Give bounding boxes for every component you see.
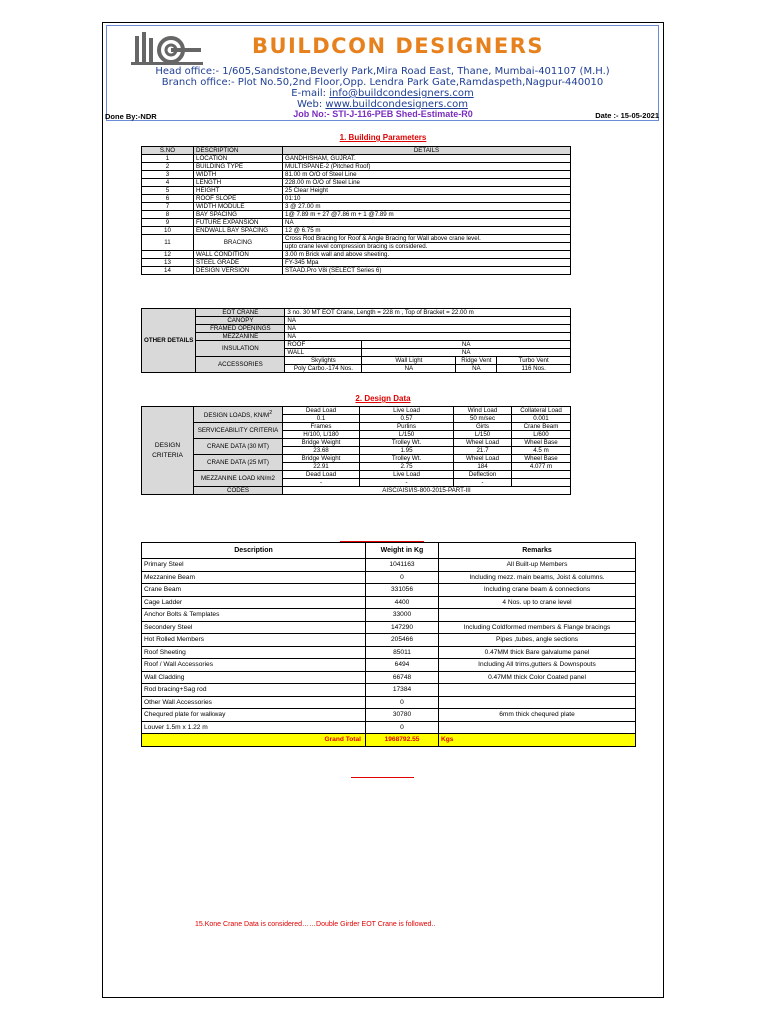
table-row [142, 407, 571, 415]
email-label: E-mail: [291, 88, 327, 99]
cell: 9 [142, 219, 194, 227]
cell: Wall Cladding [142, 671, 366, 684]
cell: 13 [142, 259, 194, 267]
cell: HEIGHT [194, 187, 283, 195]
cell: 17384 [366, 684, 439, 697]
web-link[interactable]: www.buildcondesigners.com [325, 99, 468, 110]
cell: 01:10 [283, 195, 571, 203]
section-design-data: 2. Design Data [355, 394, 411, 403]
cell [512, 471, 571, 479]
cell: 0 [366, 571, 439, 584]
cell: Cross Rod Bracing for Roof & Angle Bracing for Wall above crane level. [283, 235, 571, 243]
cell: Girts [454, 423, 512, 431]
cell: FY-345 Mpa [283, 259, 571, 267]
cell: INSULATION [196, 341, 285, 357]
table-row [142, 584, 636, 597]
cell: 50 m/sec [454, 415, 512, 423]
letterhead [106, 25, 659, 121]
table-row [142, 646, 636, 659]
table-row [142, 609, 636, 622]
table-row [142, 559, 636, 572]
cell: EOT CRANE [196, 309, 285, 317]
cell: Mezzanine Beam [142, 571, 366, 584]
table-row [142, 487, 571, 495]
email-line [107, 88, 658, 99]
other-details-label: OTHER DETAILS [142, 309, 196, 373]
cell: Anchor Bolts & Templates [142, 609, 366, 622]
cell: Crane Beam [142, 584, 366, 597]
cell: NA [362, 349, 571, 357]
cell: Wheel Base [512, 439, 571, 447]
cell: 8 [142, 211, 194, 219]
table-row [142, 211, 571, 219]
table-row [142, 721, 636, 734]
cell: Trolley Wt. [360, 439, 454, 447]
table-row [142, 227, 571, 235]
grand-total-value: 1968792.55 [366, 734, 439, 747]
cell: Pipes ,tubes, angle sections [439, 634, 636, 647]
cell: 66748 [366, 671, 439, 684]
design-label-2: CRITERIA [152, 451, 183, 459]
table-row [142, 341, 571, 349]
cell: Wind Load [454, 407, 512, 415]
cell: WIDTH [194, 171, 283, 179]
table-row [142, 251, 571, 259]
cell: L/150 [360, 431, 454, 439]
cell: AISC/AISI/IS-800-2015-PART-III [283, 487, 571, 495]
cell: 23.68 [283, 447, 360, 455]
cell: 116 Nos. [497, 365, 571, 373]
table-row [142, 195, 571, 203]
table-row [142, 571, 636, 584]
cell: LOCATION [194, 155, 283, 163]
cell: STAAD.Pro V8i (SELECT Series 6) [283, 267, 571, 275]
cell: 14 [142, 267, 194, 275]
cell: 25 Clear Height [283, 187, 571, 195]
cell: 6mm thick chequred plate [439, 709, 636, 722]
cell: Dead Load [283, 407, 360, 415]
cell: BAY SPACING [194, 211, 283, 219]
cell: Frames [283, 423, 360, 431]
table-row [142, 634, 636, 647]
cell: Hot Rolled Members [142, 634, 366, 647]
cell: Including Coldformed members & Flange bracings [439, 621, 636, 634]
cell: MEZZANINE LOAD kN/m2 [194, 471, 283, 487]
cell: BRACING [194, 235, 283, 251]
cell: - [283, 479, 360, 487]
cell: NA [362, 341, 571, 349]
cell: ENDWALL BAY SPACING [194, 227, 283, 235]
cell: 81.00 m O/O of Steel Line [283, 171, 571, 179]
cell: 4.5 m [512, 447, 571, 455]
grand-total-unit: Kgs [439, 734, 636, 747]
cell: 33000 [366, 609, 439, 622]
cell: Deflection [454, 471, 512, 479]
table-row [142, 621, 636, 634]
table-row [142, 317, 571, 325]
table-row [142, 259, 571, 267]
cell: 3 no. 30 MT EOT Crane, Length = 228 m , Top of Bracket = 22.00 m [285, 309, 571, 317]
table-row [142, 671, 636, 684]
cell: Cage Ladder [142, 596, 366, 609]
cell: 1@ 7.89 m + 27 @7.86 m + 1 @7.89 m [283, 211, 571, 219]
cell: MEZZANINE [196, 333, 285, 341]
table-row [142, 219, 571, 227]
cell: 6 [142, 195, 194, 203]
design-loads-text: DESIGN LOADS, KN/M [203, 412, 270, 420]
cell: upto crane level compression bracing is considered. [283, 243, 571, 251]
cell: 3.00 m Brick wall and above sheeting. [283, 251, 571, 259]
grand-total-label: Grand Total [142, 734, 366, 747]
cell: STEEL GRADE [194, 259, 283, 267]
cell: 22.91 [283, 463, 360, 471]
cell: Live Load [360, 407, 454, 415]
table-row [142, 333, 571, 341]
document-page [102, 22, 664, 998]
cell: Collateral Load [512, 407, 571, 415]
cell: 205466 [366, 634, 439, 647]
header-weight: Weight in Kg [366, 543, 439, 559]
cell: Dead Load [283, 471, 360, 479]
design-loads-label [194, 407, 283, 423]
cell: - [360, 479, 454, 487]
branch-office: Branch office:- Plot No.50,2nd Floor,Opp. Lendra Park Gate,Ramdaspeth,Nagpur-440010 [161, 77, 604, 88]
cell: 1041163 [366, 559, 439, 572]
cell: CRANE DATA (30 MT) [194, 439, 283, 455]
cell [439, 684, 636, 697]
table-row [142, 455, 571, 463]
cell: 1 [142, 155, 194, 163]
header-description: Description [142, 543, 366, 559]
cell: NA [285, 333, 571, 341]
table-row [142, 596, 636, 609]
table-row [142, 439, 571, 447]
cell: WALL CONDITION [194, 251, 283, 259]
done-by: Done By:-NDR [105, 112, 157, 121]
cell: Chequred plate for walkway [142, 709, 366, 722]
cell: L/150 [454, 431, 512, 439]
cell: Including mezz. main beams, Joist & columns. [439, 571, 636, 584]
cell: Roof / Wall Accessories [142, 659, 366, 672]
cell: 1.95 [360, 447, 454, 455]
cell [439, 696, 636, 709]
weight-table [141, 542, 636, 747]
cell: CRANE DATA (25 MT) [194, 455, 283, 471]
cell: - [454, 479, 512, 487]
cell: NA [456, 365, 497, 373]
cell: Live Load [360, 471, 454, 479]
cell: 0.001 [512, 415, 571, 423]
building-parameters-table [141, 146, 571, 275]
cell: 11 [142, 235, 194, 251]
cell: 30780 [366, 709, 439, 722]
table-row [142, 709, 636, 722]
table-row [142, 179, 571, 187]
table-row [142, 659, 636, 672]
cell: Primary Steel [142, 559, 366, 572]
cell: 4400 [366, 596, 439, 609]
table-header-row [142, 147, 571, 155]
cell: CODES [194, 487, 283, 495]
table-row [142, 187, 571, 195]
email-link[interactable]: info@buildcondesigners.com [329, 88, 474, 99]
cell [512, 479, 571, 487]
cell: CANOPY [196, 317, 285, 325]
cell: NA [285, 325, 571, 333]
cell: 2.75 [360, 463, 454, 471]
crane-note: 15.Kone Crane Data is considered……Double Girder EOT Crane is followed.. [195, 921, 436, 928]
cell: Purlins [360, 423, 454, 431]
cell: Poly Carbo.-174 Nos. [285, 365, 362, 373]
table-row [142, 155, 571, 163]
cell: BUILDING TYPE [194, 163, 283, 171]
job-number: Job No:- STI-J-116-PEB Shed-Estimate-R0 [293, 109, 473, 119]
cell: NA [362, 365, 456, 373]
cell: 4 [142, 179, 194, 187]
table-row [142, 203, 571, 211]
table-row [142, 471, 571, 479]
company-logo [127, 30, 207, 66]
cell: 6494 [366, 659, 439, 672]
cell: Wheel Load [454, 439, 512, 447]
table-row [142, 696, 636, 709]
cell: ROOF [285, 341, 362, 349]
cell: 331056 [366, 584, 439, 597]
cell: 12 [142, 251, 194, 259]
cell: Crane Beam [512, 423, 571, 431]
cell: NA [283, 219, 571, 227]
cell [439, 721, 636, 734]
cell: 4 Nos. up to crane level [439, 596, 636, 609]
cell: DESIGN VERSION [194, 267, 283, 275]
cell: FUTURE EXPANSION [194, 219, 283, 227]
cell: 7 [142, 203, 194, 211]
cell: 2 [142, 163, 194, 171]
cell: ACCESSORIES [196, 357, 285, 373]
cell: 0 [366, 696, 439, 709]
cell: H/100, L/180 [283, 431, 360, 439]
cell: Wheel Base [512, 455, 571, 463]
table-row [142, 235, 571, 243]
cell [439, 609, 636, 622]
table-row [142, 309, 571, 317]
cell: L/600 [512, 431, 571, 439]
cell: Trolley Wt. [360, 455, 454, 463]
table-row [142, 267, 571, 275]
table-row [142, 423, 571, 431]
cell: Ridge Vent [456, 357, 497, 365]
cell: MULTISPANE-2 (Pitched Roof) [283, 163, 571, 171]
design-loads-sup: 2 [269, 409, 273, 416]
cell: 0.47MM thick Bare galvalume panel [439, 646, 636, 659]
cell: Skylights [285, 357, 362, 365]
cell: 0.57 [360, 415, 454, 423]
cell: Louver 1.5m x 1.22 m [142, 721, 366, 734]
web-label: Web: [297, 99, 323, 110]
cell: ROOF SLOPE [194, 195, 283, 203]
cell: Wall Light [362, 357, 456, 365]
cell: 228.00 m O/O of Steel Line [283, 179, 571, 187]
cell: Secondery Steel [142, 621, 366, 634]
cell: 3 @ 27.00 m [283, 203, 571, 211]
cell: All Built-up Members [439, 559, 636, 572]
cell: 184 [454, 463, 512, 471]
cell: 5 [142, 187, 194, 195]
other-details-table [141, 308, 571, 373]
cell: 12 @ 6.75 m [283, 227, 571, 235]
cell: Rod bracing+Sag rod [142, 684, 366, 697]
cell: WIDTH MODULE [194, 203, 283, 211]
cell: 0.1 [283, 415, 360, 423]
section-building-parameters: 1. Building Parameters [339, 133, 427, 142]
table-row [142, 357, 571, 365]
cell: 0.47MM thick Color Coated panel [439, 671, 636, 684]
cell: NA [285, 317, 571, 325]
date: Date :- 15-05-2021 [595, 111, 659, 120]
head-office: Head office:- 1/605,Sandstone,Beverly Park,Mira Road East, Thane, Mumbai-401107 (M.H.) [155, 66, 610, 77]
table-row [142, 325, 571, 333]
cell: Including All trims,gutters & Downspouts [439, 659, 636, 672]
cell: Roof Sheeting [142, 646, 366, 659]
cell: 147290 [366, 621, 439, 634]
design-label-1: DESIGN [154, 441, 181, 449]
company-name: BUILDCON DESIGNERS [252, 34, 545, 58]
table-row [142, 171, 571, 179]
grand-total-row [142, 734, 636, 747]
cell: 10 [142, 227, 194, 235]
cell: Including crane beam & connections [439, 584, 636, 597]
cell: Wheel Load [454, 455, 512, 463]
table-row [142, 163, 571, 171]
cell: WALL [285, 349, 362, 357]
cell: 21.7 [454, 447, 512, 455]
cell: Other Wall Accessories [142, 696, 366, 709]
cell: FRAMED OPENINGS [196, 325, 285, 333]
cell: 0 [366, 721, 439, 734]
cell: 4.077 m [512, 463, 571, 471]
header-sno: S.NO [142, 147, 194, 155]
cell: Bridge Weight [283, 455, 360, 463]
design-criteria-label [142, 407, 194, 495]
red-underline [351, 777, 414, 778]
design-data-table [141, 406, 571, 495]
table-header-row [142, 543, 636, 559]
cell: Bridge Weight [283, 439, 360, 447]
header-description: DESCRIPTION [194, 147, 283, 155]
cell: LENGTH [194, 179, 283, 187]
cell: Turbo Vent [497, 357, 571, 365]
cell: SERVICEABILITY CRITERIA [194, 423, 283, 439]
cell: GANDHISHAM, GUJRAT. [283, 155, 571, 163]
cell: 3 [142, 171, 194, 179]
cell: 85011 [366, 646, 439, 659]
header-details: DETAILS [283, 147, 571, 155]
table-row [142, 684, 636, 697]
header-remarks: Remarks [439, 543, 636, 559]
